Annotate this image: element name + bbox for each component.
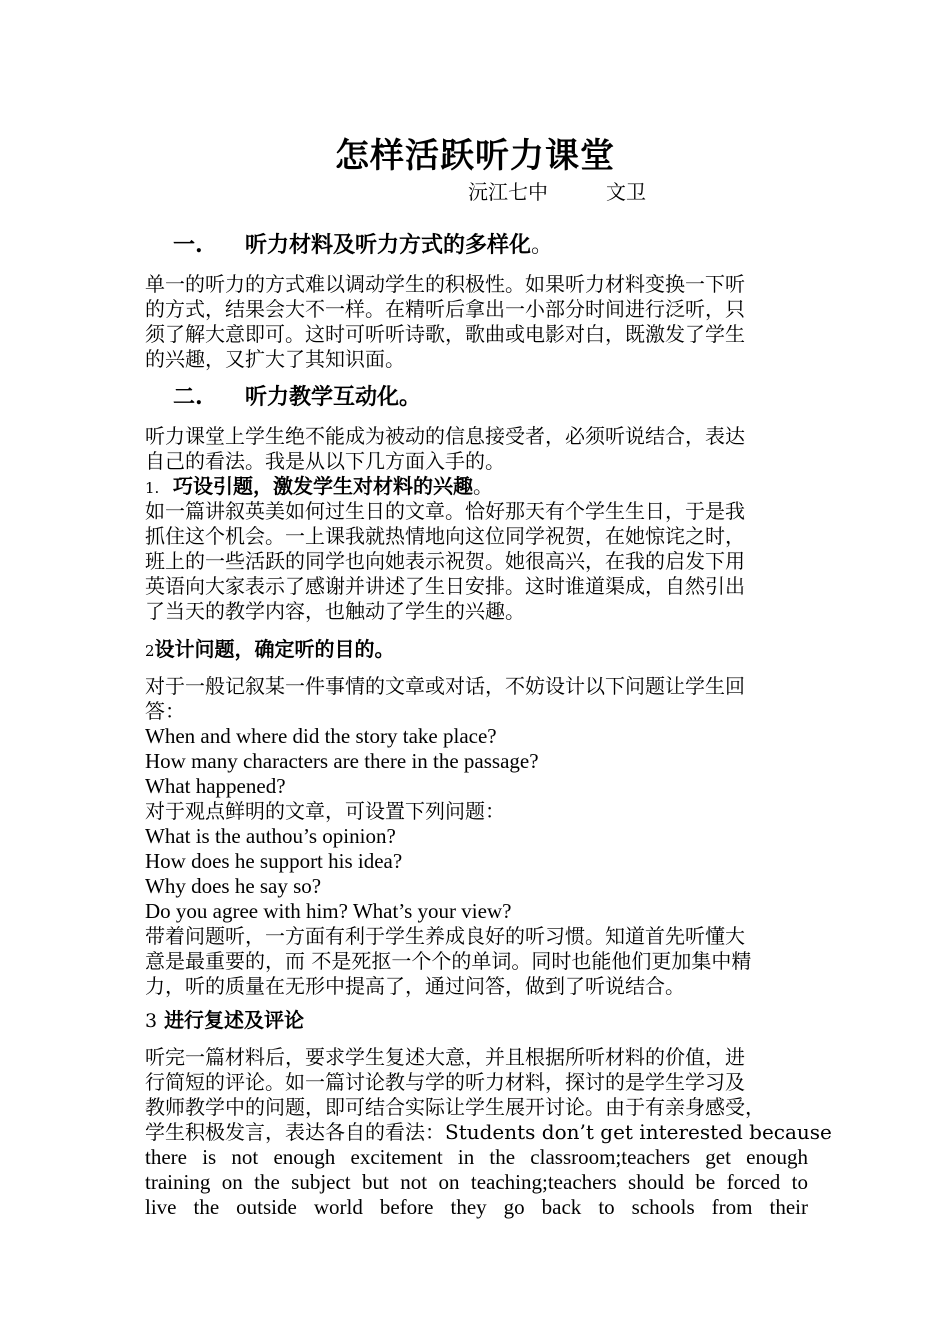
section-1-paragraph xyxy=(145,272,808,372)
paragraph-line: 带着问题听，一方面有利于学生养成良好的听习惯。知道首先听懂大 xyxy=(145,924,745,948)
paragraph-line: 班上的一些活跃的同学也向她表示祝贺。她很高兴，在我的启发下用 xyxy=(145,549,745,573)
subsection-2-heading xyxy=(145,637,808,664)
paragraph-line: training on the subject but not on teaching;teachers should be forced to xyxy=(145,1170,808,1194)
subsection-3-paragraph xyxy=(145,1045,832,1220)
subsection-1-number: 1. xyxy=(145,479,160,497)
paragraph-line: 行简短的评论。如一篇讨论教与学的听力材料，探讨的是学生学习及 xyxy=(145,1070,745,1094)
paragraph-line: 听完一篇材料后，要求学生复述大意，并且根据所听材料的价值，进 xyxy=(145,1045,745,1069)
subsection-1-title-end: 。 xyxy=(473,474,493,498)
paragraph-line: 须了解大意即可。这时可听听诗歌，歌曲或电影对白，既激发了学生 xyxy=(145,322,745,346)
paragraph-line: there is not enough excitement in the classroom;teachers get enough xyxy=(145,1145,808,1169)
paragraph-line: 答： xyxy=(145,699,185,723)
paragraph-line: 英语向大家表示了感谢并讲述了生日安排。这时谁道渠成，自然引出 xyxy=(145,574,745,598)
subsection-2-content xyxy=(145,674,808,999)
section-2-paragraph xyxy=(145,424,808,474)
paragraph-line: 力，听的质量在无形中提高了，通过问答，做到了听说结合。 xyxy=(145,974,685,998)
question-line: When and where did the story take place? xyxy=(145,724,497,748)
paragraph-line: live the outside world before they go back to schools from their xyxy=(145,1195,808,1219)
subsection-1-heading xyxy=(145,474,808,501)
author-school: 沅江七中 xyxy=(468,180,548,204)
question-line: What happened? xyxy=(145,774,286,798)
subsection-3-heading xyxy=(145,1008,808,1034)
subsection-2-title: 设计问题，确定听的目的。 xyxy=(154,637,395,661)
section-1-title: 听力材料及听力方式的多样化 xyxy=(245,232,532,258)
paragraph-line: 如一篇讲叙英美如何过生日的文章。恰好那天有个学生生日，于是我 xyxy=(145,499,745,523)
subsection-2-number: 2 xyxy=(145,642,155,660)
question-line: How does he support his idea? xyxy=(145,849,403,873)
paragraph-line: 了当天的教学内容，也触动了学生的兴趣。 xyxy=(145,599,525,623)
paragraph-line: 听力课堂上学生绝不能成为被动的信息接受者，必须听说结合，表达 xyxy=(145,424,745,448)
paragraph-line: 单一的听力的方式难以调动学生的积极性。如果听力材料变换一下听 xyxy=(145,272,745,296)
section-1-heading xyxy=(145,233,808,258)
question-line: Why does he say so? xyxy=(145,874,322,898)
paragraph-line: 对于观点鲜明的文章，可设置下列问题： xyxy=(145,799,505,823)
paragraph-line: 意是最重要的，而 不是死抠一个个的单词。同时也能他们更加集中精 xyxy=(145,949,752,973)
question-line: What is the authou’s opinion? xyxy=(145,824,396,848)
section-2-title: 听力教学互动化。 xyxy=(245,384,422,410)
paragraph-line: 抓住这个机会。一上课我就热情地向这位同学祝贺，在她惊诧之时， xyxy=(145,524,745,548)
subsection-3-number: 3 xyxy=(145,1010,158,1032)
section-2-number: 二. xyxy=(173,384,203,410)
paragraph-line: 的方式，结果会大不一样。在精听后拿出一小部分时间进行泛听，只 xyxy=(145,297,745,321)
question-line: How many characters are there in the passage? xyxy=(145,749,539,773)
subsection-1-paragraph xyxy=(145,499,808,624)
author-line xyxy=(468,176,646,205)
author-name: 文卫 xyxy=(606,180,646,204)
question-line: Do you agree with him? What’s your view? xyxy=(145,899,512,923)
paragraph-line: 自己的看法。我是从以下几方面入手的。 xyxy=(145,449,505,473)
paragraph-line: 的兴趣，又扩大了其知识面。 xyxy=(145,347,405,371)
subsection-3-title: 进行复述及评论 xyxy=(164,1008,305,1032)
section-1-title-end: 。 xyxy=(531,233,554,258)
paragraph-line: 学生积极发言，表达各自的看法：Students don’t get interested because xyxy=(145,1120,832,1144)
subsection-1-title: 巧设引题，激发学生对材料的兴趣 xyxy=(173,474,473,498)
paragraph-line: 对于一般记叙某一件事情的文章或对话，不妨设计以下问题让学生回 xyxy=(145,674,745,698)
paragraph-line: 教师教学中的问题，即可结合实际让学生展开讨论。由于有亲身感受， xyxy=(145,1095,765,1119)
page-title: 怎样活跃听力课堂 xyxy=(335,136,615,176)
section-2-heading xyxy=(145,385,808,410)
section-1-number: 一. xyxy=(173,232,203,258)
